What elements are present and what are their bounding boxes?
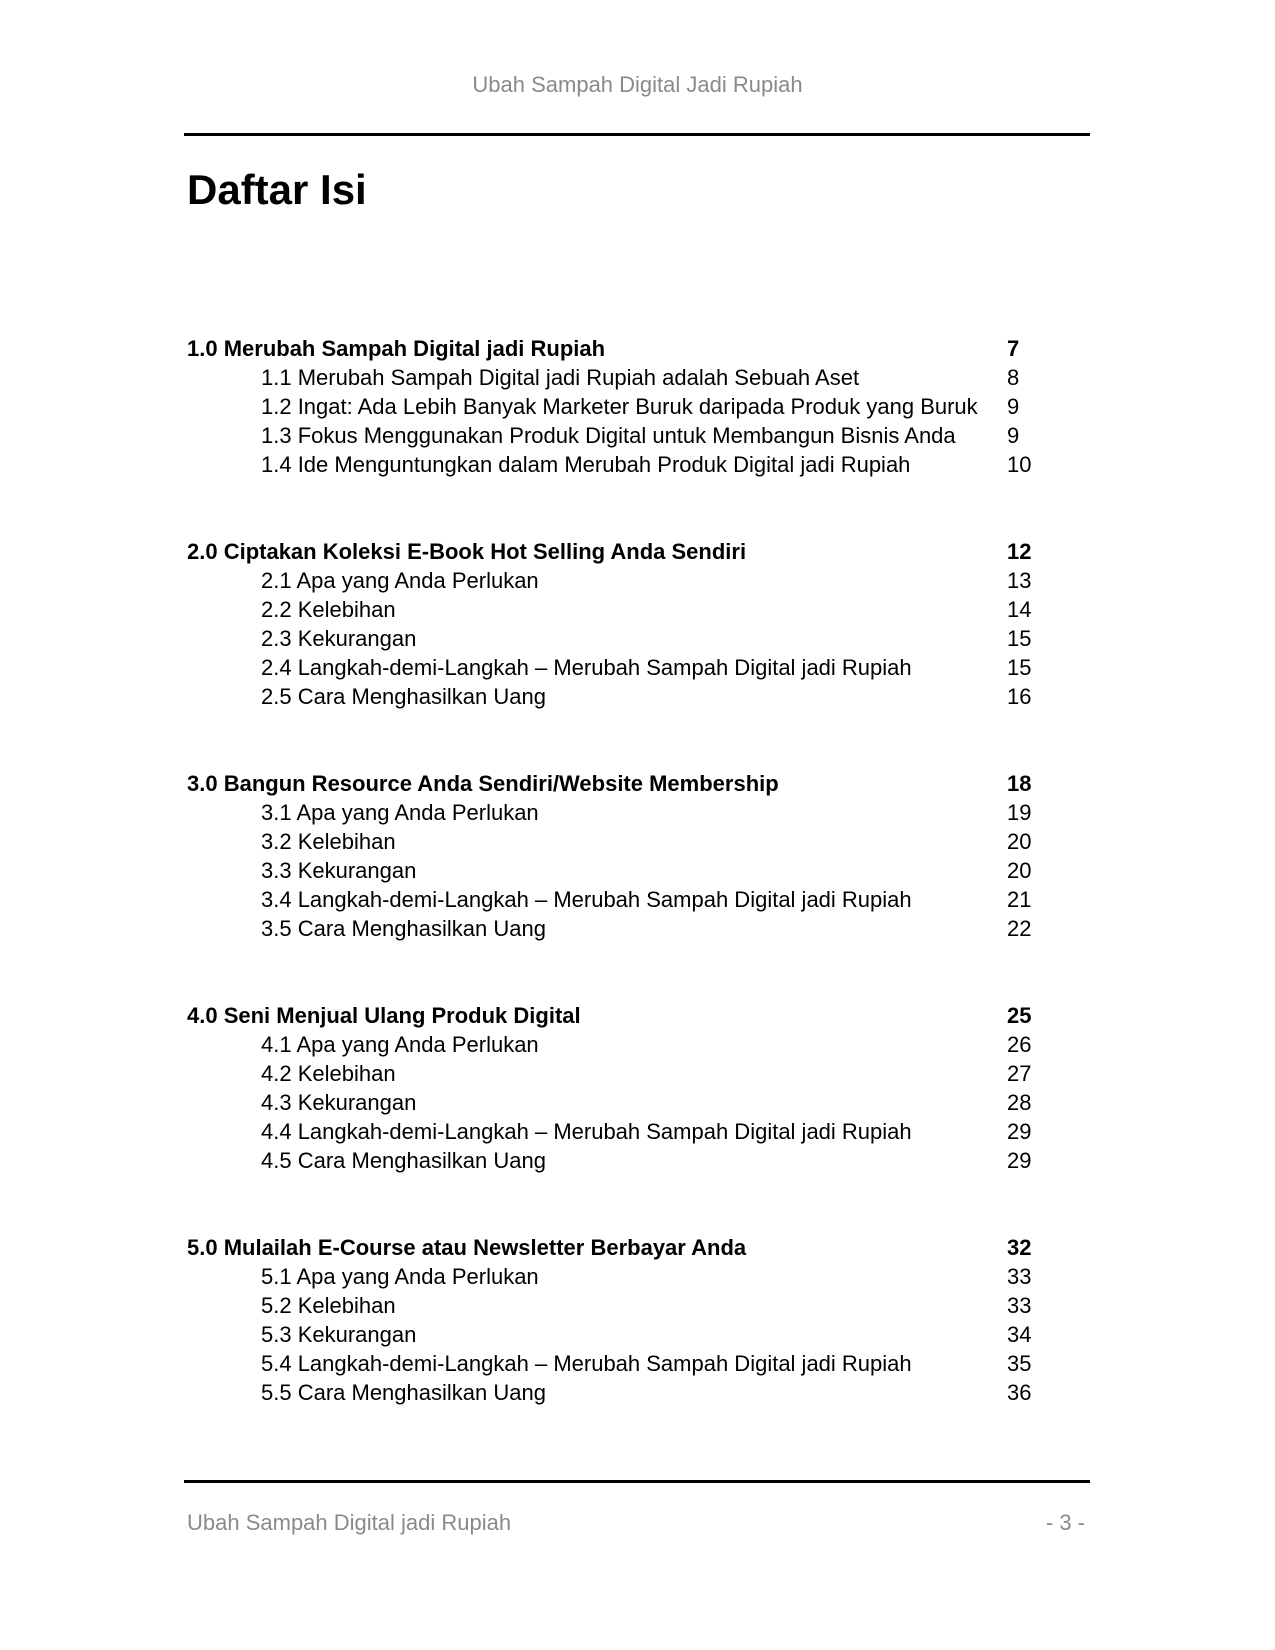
toc-subentry[interactable]: [187, 1291, 1037, 1320]
toc-subentry[interactable]: [187, 1059, 1037, 1088]
toc-subentry-label: 5.5 Cara Menghasilkan Uang: [261, 1380, 546, 1405]
toc-subentry[interactable]: [187, 1088, 1037, 1117]
page-title: Daftar Isi: [187, 166, 367, 213]
toc-subentry-label: 3.2 Kelebihan: [261, 829, 396, 854]
toc-subentry-label: 3.3 Kekurangan: [261, 858, 417, 883]
toc-chapter-label: 5.0 Mulailah E-Course atau Newsletter Berbayar Anda: [187, 1235, 747, 1260]
toc-subentry-page: 20: [1007, 829, 1032, 854]
toc-subentry-label: 1.1 Merubah Sampah Digital jadi Rupiah adalah Sebuah Aset: [261, 365, 860, 390]
toc-subentry[interactable]: [187, 1349, 1037, 1378]
toc-chapter-page: 32: [1007, 1235, 1032, 1260]
toc-subentry-label: 5.1 Apa yang Anda Perlukan: [261, 1264, 539, 1289]
toc-subentry[interactable]: [187, 798, 1037, 827]
header-rule: [184, 133, 1090, 136]
toc-subentry[interactable]: [187, 856, 1037, 885]
toc-subentry-page: 15: [1007, 626, 1032, 651]
running-footer: Ubah Sampah Digital jadi Rupiah: [187, 1510, 512, 1535]
toc-subentry-page: 9: [1007, 394, 1020, 419]
toc-subentry[interactable]: [187, 363, 1037, 392]
toc-chapter-label: 4.0 Seni Menjual Ulang Produk Digital: [187, 1003, 581, 1028]
toc-section: [187, 769, 1037, 943]
toc-subentry[interactable]: [187, 1262, 1037, 1291]
toc-chapter-entry[interactable]: [187, 334, 1037, 363]
toc-subentry-page: 36: [1007, 1380, 1032, 1405]
toc-subentry-label: 1.3 Fokus Menggunakan Produk Digital untuk Membangun Bisnis Anda: [261, 423, 956, 448]
toc-subentry-page: 20: [1007, 858, 1032, 883]
toc-subentry-page: 26: [1007, 1032, 1032, 1057]
page-number: - 3 -: [1045, 1510, 1085, 1535]
toc-subentry-label: 2.4 Langkah-demi-Langkah – Merubah Sampah Digital jadi Rupiah: [261, 655, 912, 680]
toc-chapter-label: 1.0 Merubah Sampah Digital jadi Rupiah: [187, 336, 606, 361]
toc-subentry-label: 1.4 Ide Menguntungkan dalam Merubah Produk Digital jadi Rupiah: [261, 452, 911, 477]
toc-subentry-label: 4.2 Kelebihan: [261, 1061, 396, 1086]
toc-chapter-page: 12: [1007, 539, 1032, 564]
toc-subentry-page: 19: [1007, 800, 1032, 825]
toc-subentry[interactable]: [187, 421, 1037, 450]
toc-subentry-label: 2.2 Kelebihan: [261, 597, 396, 622]
toc-subentry-label: 2.5 Cara Menghasilkan Uang: [261, 684, 546, 709]
toc-subentry[interactable]: [187, 827, 1037, 856]
toc-subentry[interactable]: [187, 566, 1037, 595]
toc-subentry-page: 16: [1007, 684, 1032, 709]
toc-subentry-page: 15: [1007, 655, 1032, 680]
toc-subentry-page: 21: [1007, 887, 1032, 912]
toc-subentry[interactable]: [187, 1146, 1037, 1175]
toc-subentry-page: 10: [1007, 452, 1032, 477]
toc-subentry[interactable]: [187, 1117, 1037, 1146]
toc-chapter-label: 2.0 Ciptakan Koleksi E-Book Hot Selling Anda Sendiri: [187, 539, 747, 564]
toc-subentry-label: 5.2 Kelebihan: [261, 1293, 396, 1318]
toc-subentry-page: 27: [1007, 1061, 1032, 1086]
toc-subentry-label: 3.1 Apa yang Anda Perlukan: [261, 800, 539, 825]
toc-subentry[interactable]: [187, 450, 1037, 479]
toc-chapter-entry[interactable]: [187, 1001, 1037, 1030]
toc-subentry-page: 9: [1007, 423, 1020, 448]
toc-subentry-label: 5.4 Langkah-demi-Langkah – Merubah Sampah Digital jadi Rupiah: [261, 1351, 912, 1376]
toc-subentry[interactable]: [187, 914, 1037, 943]
toc-section: [187, 334, 1037, 479]
toc-chapter-page: 18: [1007, 771, 1032, 796]
toc-subentry-page: 13: [1007, 568, 1032, 593]
toc-subentry-label: 5.3 Kekurangan: [261, 1322, 417, 1347]
toc-subentry[interactable]: [187, 885, 1037, 914]
toc-subentry[interactable]: [187, 682, 1037, 711]
toc-subentry-page: 8: [1007, 365, 1020, 390]
toc-subentry-label: 4.1 Apa yang Anda Perlukan: [261, 1032, 539, 1057]
toc-subentry-label: 4.3 Kekurangan: [261, 1090, 417, 1115]
toc-subentry[interactable]: [187, 1378, 1037, 1407]
toc-subentry-page: 33: [1007, 1264, 1032, 1289]
toc-chapter-page: 7: [1007, 336, 1020, 361]
footer-rule: [184, 1480, 1090, 1483]
toc-subentry[interactable]: [187, 653, 1037, 682]
toc-chapter-page: 25: [1007, 1003, 1032, 1028]
toc-subentry[interactable]: [187, 1030, 1037, 1059]
toc-subentry-label: 2.1 Apa yang Anda Perlukan: [261, 568, 539, 593]
toc-subentry-label: 4.5 Cara Menghasilkan Uang: [261, 1148, 546, 1173]
running-header: Ubah Sampah Digital Jadi Rupiah: [472, 72, 803, 97]
toc-subentry-label: 1.2 Ingat: Ada Lebih Banyak Marketer Buruk daripada Produk yang Buruk: [261, 394, 978, 419]
toc-subentry[interactable]: [187, 624, 1037, 653]
table-of-contents: [187, 334, 1037, 1465]
toc-subentry-page: 29: [1007, 1119, 1032, 1144]
toc-subentry-page: 33: [1007, 1293, 1032, 1318]
toc-subentry[interactable]: [187, 392, 1037, 421]
toc-section: [187, 537, 1037, 711]
toc-chapter-entry[interactable]: [187, 1233, 1037, 1262]
toc-subentry-page: 35: [1007, 1351, 1032, 1376]
toc-chapter-label: 3.0 Bangun Resource Anda Sendiri/Website Membership: [187, 771, 779, 796]
toc-subentry-label: 4.4 Langkah-demi-Langkah – Merubah Sampah Digital jadi Rupiah: [261, 1119, 912, 1144]
toc-subentry-label: 3.4 Langkah-demi-Langkah – Merubah Sampah Digital jadi Rupiah: [261, 887, 912, 912]
toc-subentry-label: 3.5 Cara Menghasilkan Uang: [261, 916, 546, 941]
toc-subentry[interactable]: [187, 595, 1037, 624]
toc-subentry-page: 28: [1007, 1090, 1032, 1115]
toc-section: [187, 1001, 1037, 1175]
toc-subentry-page: 14: [1007, 597, 1032, 622]
toc-subentry-label: 2.3 Kekurangan: [261, 626, 417, 651]
toc-subentry[interactable]: [187, 1320, 1037, 1349]
toc-section: [187, 1233, 1037, 1407]
toc-chapter-entry[interactable]: [187, 537, 1037, 566]
toc-subentry-page: 22: [1007, 916, 1032, 941]
toc-chapter-entry[interactable]: [187, 769, 1037, 798]
toc-subentry-page: 29: [1007, 1148, 1032, 1173]
toc-subentry-page: 34: [1007, 1322, 1032, 1347]
